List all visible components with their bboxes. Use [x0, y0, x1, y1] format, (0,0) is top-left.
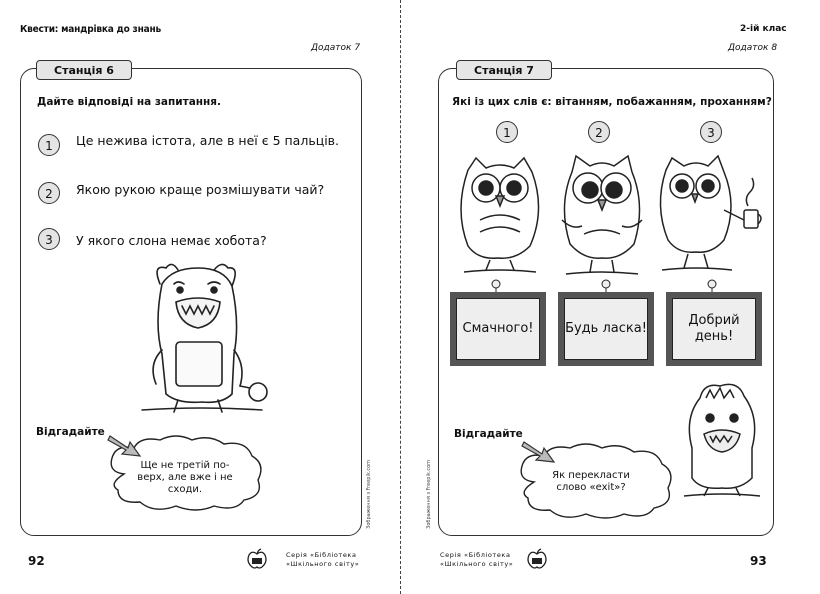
instruction-text: Дайте відповіді на запитання. — [37, 96, 222, 108]
question-heading: Які із цих слів є: вітанням, побажанням, проханням? — [452, 96, 772, 108]
owl-illustration-2 — [552, 150, 652, 276]
sign-text-1: Смачного! — [456, 298, 540, 360]
station-tab-left: Станція 6 — [36, 60, 132, 80]
page-number-right: 93 — [750, 554, 767, 568]
image-credit-right: Зображення з Freepik.com — [426, 460, 432, 529]
owl-illustration-3 — [652, 150, 772, 276]
question-text-2: Якою рукою краще розмішувати чай? — [76, 182, 325, 197]
bear-illustration — [122, 254, 282, 414]
question-number-3: 3 — [38, 228, 60, 250]
riddle-text-right: Як перекласти слово «exit»? — [552, 470, 630, 493]
addendum-right: Додаток 8 — [728, 43, 778, 53]
series-line-2: «Шкільного світу» — [286, 560, 360, 568]
question-number-2: 2 — [38, 182, 60, 204]
series-line-1: Серія «Бібліотека — [286, 551, 357, 559]
page-number-left: 92 — [28, 554, 45, 568]
question-text-3: У якого слона немає хобота? — [76, 233, 267, 248]
word-sign-2 — [558, 292, 654, 366]
series-label-right — [440, 551, 513, 569]
word-sign-1 — [450, 292, 546, 366]
guess-label-left: Відгадайте — [36, 426, 105, 438]
question-text-1: Це нежива істота, але в неї є 5 пальців. — [76, 133, 340, 148]
image-credit-left: Зображення з Freepik.com — [366, 460, 372, 529]
apple-logo-icon — [246, 548, 268, 570]
grade-label: 2-ій клас — [740, 24, 787, 34]
series-label-left — [286, 551, 359, 569]
series-line-2-right: «Шкільного світу» — [440, 560, 514, 568]
station-tab-right: Станція 7 — [456, 60, 552, 80]
monster-illustration — [680, 378, 764, 498]
arrow-icon-right — [518, 438, 558, 468]
arrow-icon — [104, 432, 144, 462]
sign-text-3: Добрий день! — [672, 298, 756, 360]
question-number-1: 1 — [38, 134, 60, 156]
addendum-left: Додаток 7 — [311, 43, 361, 53]
owl-illustration-1 — [450, 150, 550, 276]
guess-label-right: Відгадайте — [454, 428, 523, 440]
owl-number-2: 2 — [588, 121, 610, 143]
sign-text-2: Будь ласка! — [564, 298, 648, 360]
series-line-1-right: Серія «Бібліотека — [440, 551, 511, 559]
apple-logo-icon-right — [526, 548, 548, 570]
riddle-text-left: Ще не третій по-верх, але вже і не сходи. — [137, 460, 233, 495]
owl-number-3: 3 — [700, 121, 722, 143]
word-sign-3 — [666, 292, 762, 366]
owl-number-1: 1 — [496, 121, 518, 143]
page-divider — [400, 0, 401, 594]
book-title: Квести: мандрівка до знань — [20, 24, 161, 35]
